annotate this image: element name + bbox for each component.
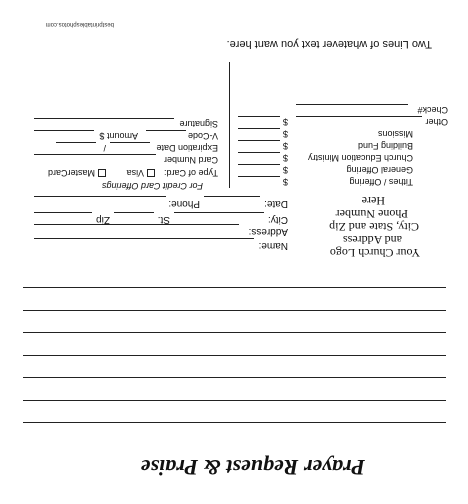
church-education-currency: $ [282,153,288,163]
vcode-field[interactable] [146,130,186,131]
phone-label: Phone: [168,198,200,209]
prayer-line[interactable] [23,310,446,311]
zip-label: Zip [96,214,110,225]
church-here: Here [361,194,385,208]
watermark: bestprintablesphotos.com [45,21,114,27]
signature-field[interactable] [34,118,174,119]
signature-label: Signature [179,119,218,129]
mastercard-checkbox[interactable] [98,169,106,177]
building-fund-label: Building Fund [357,141,413,151]
church-phone-number: Phone Number [335,207,408,221]
credit-card-header: For Credit Card Offerings [101,181,203,191]
check-number-label: Check# [417,105,448,115]
tithes-offering-label: Tithes / Offering [349,177,413,187]
church-education-amount-field[interactable] [238,152,280,153]
church-logo-line2: and Address [343,233,402,247]
tithes-currency: $ [282,177,288,187]
missions-label: Missions [377,129,413,139]
city-label: City: [268,214,288,225]
date-field[interactable] [204,196,260,197]
amount-field[interactable] [34,130,94,131]
name-label: Name: [258,240,288,251]
vcode-label: V-Code [187,131,218,141]
prayer-line[interactable] [23,355,446,356]
missions-amount-field[interactable] [238,128,280,129]
general-offering-label: General Offering [346,165,413,175]
prayer-line[interactable] [23,422,446,423]
card-title: Prayer Request & Praise [140,455,365,480]
mastercard-label: MasterCard [47,168,95,178]
date-label: Date: [264,198,288,209]
state-field[interactable] [114,212,154,213]
section-divider [229,62,230,188]
other-amount-field[interactable] [238,116,280,117]
prayer-line[interactable] [23,332,446,333]
building-fund-currency: $ [282,141,288,151]
expiration-year-field[interactable] [56,142,96,143]
expiration-month-field[interactable] [110,142,150,143]
address-label: Address: [248,226,288,237]
state-label: St. [157,214,170,225]
name-field[interactable] [34,238,254,239]
visa-label: Visa [126,168,144,178]
expiration-separator: / [103,143,106,153]
custom-text: Two Lines of whatever text you want here. [226,38,432,50]
phone-field[interactable] [34,196,166,197]
prayer-line[interactable] [23,377,446,378]
building-fund-amount-field[interactable] [238,140,280,141]
church-city-state-zip: City, State and Zip [329,220,419,234]
church-logo-line1: Your Church Logo [329,246,420,260]
address-field[interactable] [34,224,239,225]
other-currency: $ [282,117,288,127]
prayer-line[interactable] [23,400,446,401]
visa-checkbox[interactable] [147,169,155,177]
card-number-label: Card Number [163,155,218,165]
zip-field[interactable] [34,212,92,213]
check-number-field[interactable] [296,104,408,105]
missions-currency: $ [282,129,288,139]
card-number-field[interactable] [34,154,156,155]
amount-label: Amount $ [99,131,138,141]
expiration-date-label: Expiration Date [156,143,218,153]
visa-option[interactable] [127,168,155,177]
general-currency: $ [282,165,288,175]
general-amount-field[interactable] [238,164,280,165]
other-description-field[interactable] [296,116,422,117]
prayer-line[interactable] [23,287,446,288]
other-label: Other [425,117,448,127]
card-type-label: Type of Card: [163,168,218,178]
city-field[interactable] [174,212,264,213]
church-education-label: Church Education Ministry [307,153,413,163]
tithes-amount-field[interactable] [238,176,280,177]
mastercard-option[interactable] [48,168,106,177]
